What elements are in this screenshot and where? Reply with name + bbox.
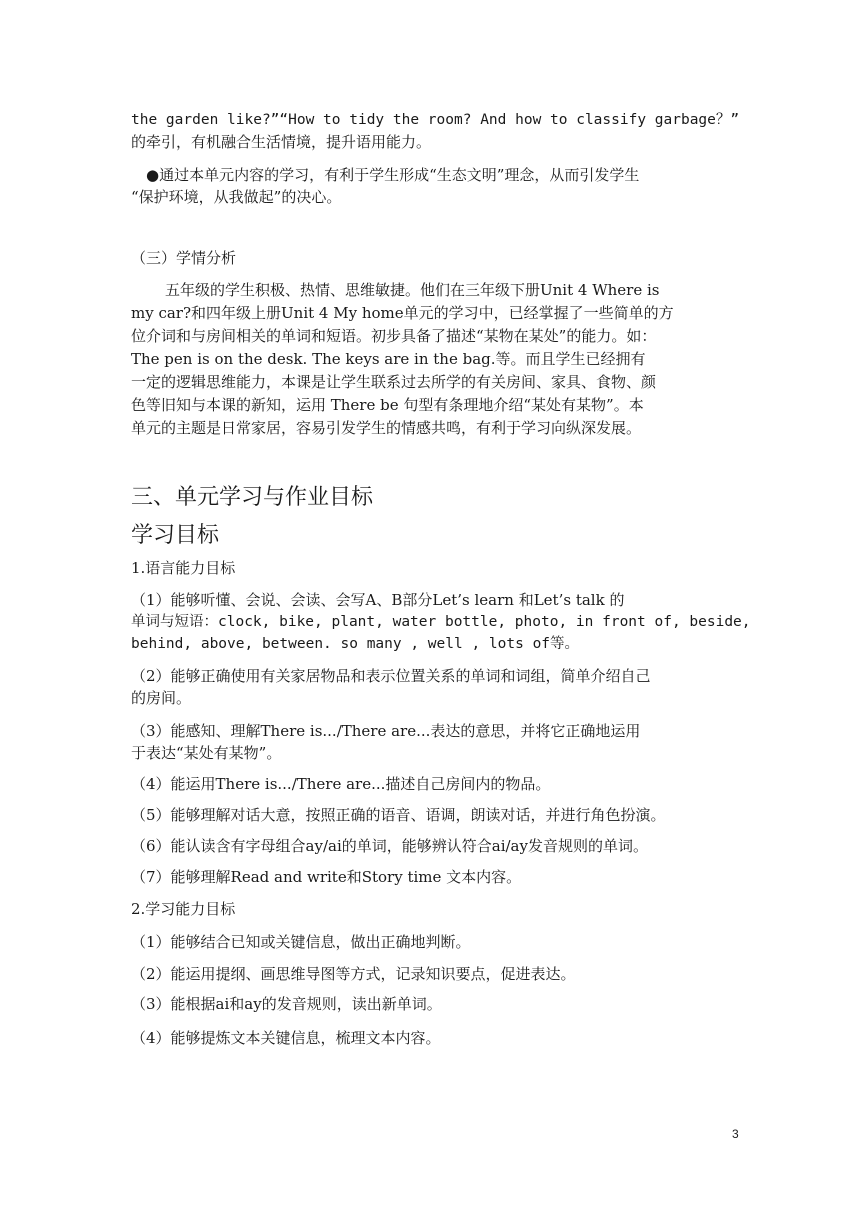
goal-7: （7）能够理解Read and write和Story time 文本内容。 <box>131 868 522 886</box>
goal-2-line-2: 的房间。 <box>131 689 192 707</box>
language-goals-heading: 1.语言能力目标 <box>131 559 236 577</box>
learning-goal-3: （3）能根据ai和ay的发音规则，读出新单词。 <box>131 995 442 1013</box>
bullet-line-2: “保护环境，从我做起”的决心。 <box>131 188 342 206</box>
analysis-line-7: 单元的主题是日常家居，容易引发学生的情感共鸣，有利于学习向纵深发展。 <box>131 419 642 437</box>
goal-1-line-1: （1）能够听懂、会说、会读、会写A、B部分Let’s learn 和Let’s talk 的 <box>131 591 625 609</box>
learning-goal-1: （1）能够结合已知或关键信息，做出正确地判断。 <box>131 933 471 951</box>
learning-goal-2: （2）能运用提纲、画思维导图等方式，记录知识要点，促进表达。 <box>131 965 576 983</box>
learner-analysis-heading: （三）学情分析 <box>131 249 237 267</box>
goal-1-line-3: behind, above, between. so many , well , lots of等。 <box>131 636 580 652</box>
analysis-line-2: my car?和四年级上册Unit 4 My home单元的学习中，已经掌握了一些简单的方 <box>131 304 674 322</box>
goal-3-line-1: （3）能感知、理解There is.../There are...表达的意思，并将它正确地运用 <box>131 722 641 740</box>
goal-1-line-2: 单词与短语：clock, bike, plant, water bottle, photo, in front of, beside, <box>131 614 751 630</box>
intro-line-1: the garden like?”“How to tidy the room? And how to classify garbage？” <box>131 112 740 128</box>
learning-goals-heading: 2.学习能力目标 <box>131 900 236 918</box>
analysis-line-3: 位介词和与房间相关的单词和短语。初步具备了描述“某物在某处”的能力。如： <box>131 327 657 345</box>
section-subtitle: 学习目标 <box>131 523 220 548</box>
goal-2-line-1: （2）能够正确使用有关家居物品和表示位置关系的单词和词组，简单介绍自己 <box>131 667 651 685</box>
analysis-line-1: 五年级的学生积极、热情、思维敏捷。他们在三年级下册Unit 4 Where is <box>165 281 660 299</box>
bullet-line-1: ●通过本单元内容的学习，有利于学生形成“生态文明”理念，从而引发学生 <box>146 166 640 184</box>
analysis-line-4: The pen is on the desk. The keys are in the bag.等。而且学生已经拥有 <box>131 350 646 368</box>
analysis-line-5: 一定的逻辑思维能力，本课是让学生联系过去所学的有关房间、家具、食物、颜 <box>131 373 657 391</box>
page-number: 3 <box>732 1127 739 1141</box>
intro-line-2: 的牵引，有机融合生活情境，提升语用能力。 <box>131 133 432 151</box>
goal-5: （5）能够理解对话大意，按照正确的语音、语调，朗读对话，并进行角色扮演。 <box>131 806 666 824</box>
learning-goal-4: （4）能够提炼文本关键信息，梳理文本内容。 <box>131 1029 441 1047</box>
analysis-line-6: 色等旧知与本课的新知，运用 There be 句型有条理地介绍“某处有某物”。本 <box>131 396 644 414</box>
section-title: 三、单元学习与作业目标 <box>131 485 374 510</box>
goal-6: （6）能认读含有字母组合ay/ai的单词，能够辨认符合ai/ay发音规则的单词。 <box>131 837 648 855</box>
goal-3-line-2: 于表达“某处有某物”。 <box>131 744 282 762</box>
goal-4: （4）能运用There is.../There are...描述自己房间内的物品。 <box>131 775 551 793</box>
